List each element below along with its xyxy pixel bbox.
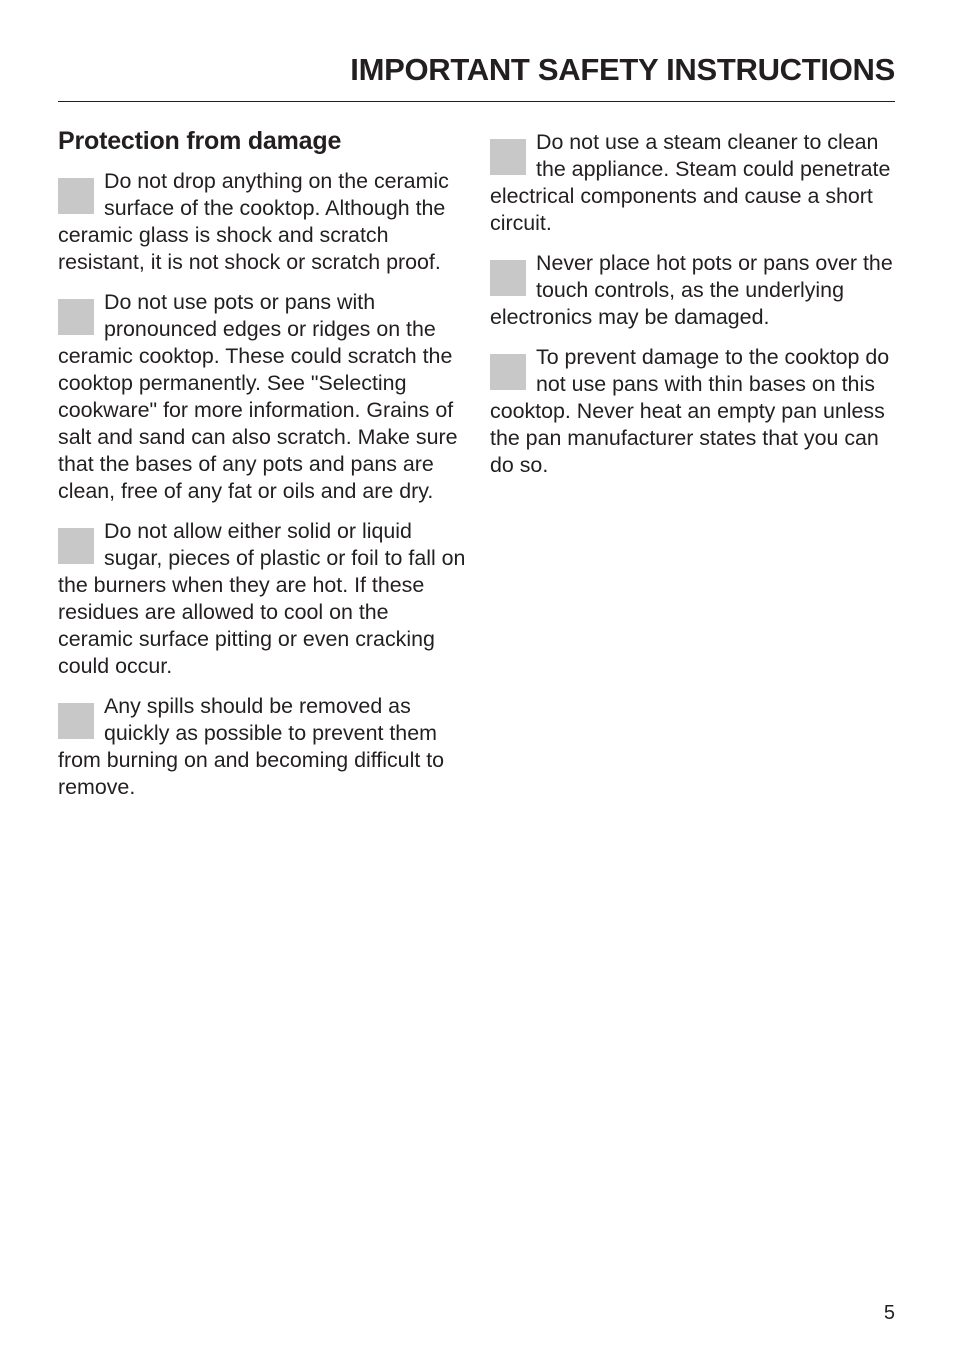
instruction-text: Do not use pots or pans with pronounced edges or ridges on the ceramic cooktop. These could scratch the cooktop permanently. See "Selecting cookware" for more information. Grains of salt and sand can also scratch. Make sure that the bases of any pots and pans are clean, free of any fat or oils and are dry.	[58, 290, 458, 503]
bullet-square-icon	[490, 139, 526, 175]
bullet-square-icon	[58, 299, 94, 335]
right-column	[490, 129, 900, 492]
instruction-item	[58, 518, 468, 680]
instruction-item	[58, 168, 468, 276]
left-column	[58, 125, 468, 814]
instruction-item	[490, 344, 900, 479]
bullet-square-icon	[58, 178, 94, 214]
bullet-square-icon	[58, 703, 94, 739]
instruction-text: Any spills should be removed as quickly as possible to prevent them from burning on and becoming difficult to remove.	[58, 694, 445, 799]
page-title: IMPORTANT SAFETY INSTRUCTIONS	[350, 52, 895, 87]
instruction-item	[490, 250, 900, 331]
instruction-text: Do not drop anything on the ceramic surface of the cooktop. Although the ceramic glass is shock and scratch resistant, it is not shock or scratch proof.	[58, 169, 449, 274]
instruction-text: Do not use a steam cleaner to clean the appliance. Steam could penetrate electrical components and cause a short circuit.	[490, 130, 891, 235]
bullet-square-icon	[58, 528, 94, 564]
page-number: 5	[883, 1302, 895, 1324]
instruction-item	[490, 129, 900, 237]
bullet-square-icon	[490, 354, 526, 390]
instruction-text: To prevent damage to the cooktop do not use pans with thin bases on this cooktop. Never heat an empty pan unless the pan manufacturer states that you can do so.	[490, 345, 890, 477]
instruction-text: Do not allow either solid or liquid sugar, pieces of plastic or foil to fall on the burners when they are hot. If these residues are allowed to cool on the ceramic surface pitting or even cracking could occur.	[58, 519, 466, 678]
instruction-item	[58, 693, 468, 801]
instruction-text: Never place hot pots or pans over the touch controls, as the underlying electronics may be damaged.	[490, 251, 893, 329]
section-heading: Protection from damage	[58, 127, 342, 155]
instruction-item	[58, 289, 468, 505]
bullet-square-icon	[490, 260, 526, 296]
page-header	[58, 50, 895, 102]
